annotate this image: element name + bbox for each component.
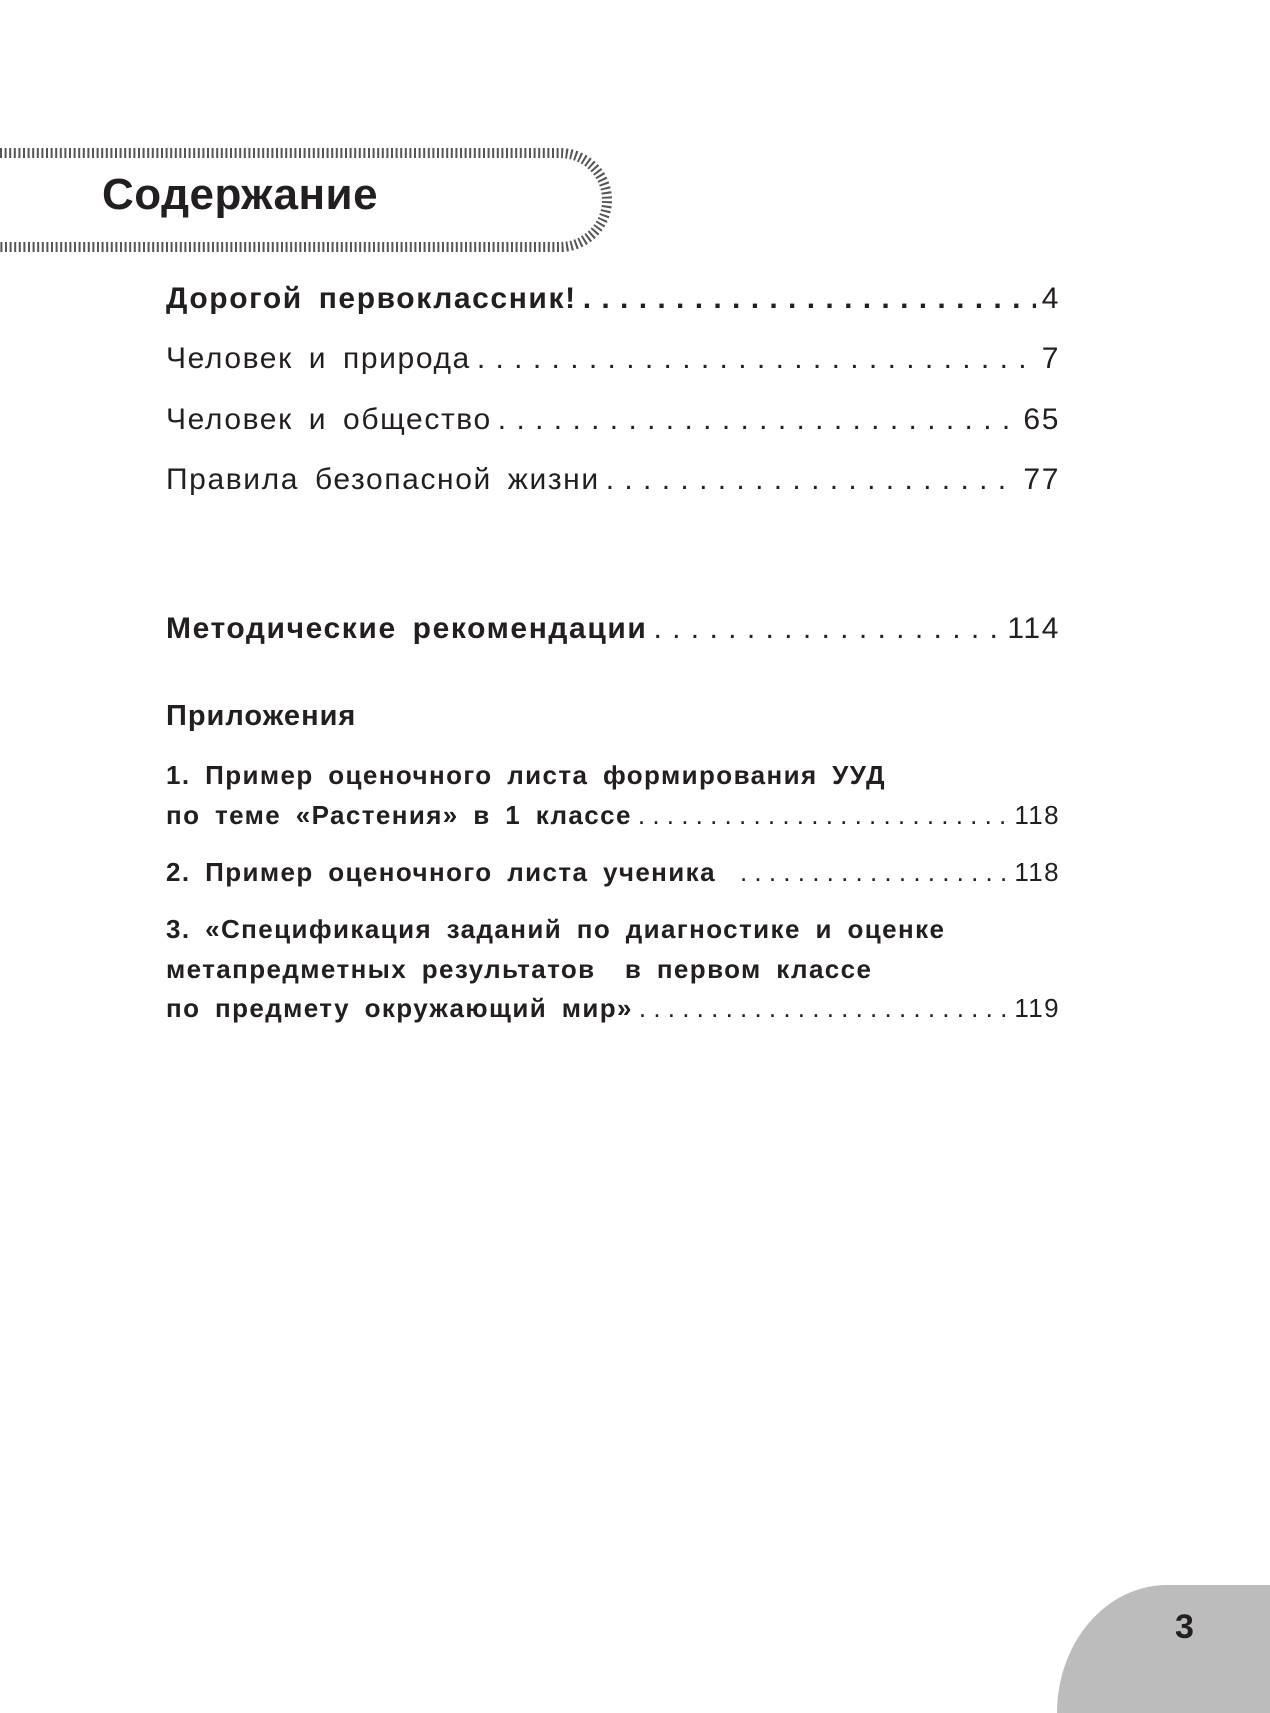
toc-entry[interactable]	[166, 463, 1060, 497]
toc-entry-page: 77	[1023, 463, 1060, 496]
toc-entry-page: 114	[1007, 612, 1060, 645]
appendix-item-page: 118	[1014, 857, 1060, 887]
appendix-item[interactable]	[166, 993, 1060, 1024]
dot-leader	[740, 857, 1008, 888]
dot-leader	[606, 463, 1018, 497]
toc-entry-page: 7	[1041, 342, 1060, 375]
dot-leader	[498, 403, 1018, 437]
toc-entry[interactable]	[166, 342, 1060, 376]
dot-leader	[638, 800, 1008, 831]
appendix-item-label: 2. Пример оценочного листа ученика	[166, 857, 716, 887]
toc-entry-label: Правила безопасной жизни	[166, 463, 600, 496]
dot-leader	[583, 282, 1036, 316]
page-number: 3	[1175, 1608, 1194, 1646]
toc-entry-label: Дорогой первоклассник!	[166, 282, 577, 315]
appendix-item-page: 119	[1014, 993, 1060, 1023]
toc-entry-label: Методические рекомендации	[166, 612, 648, 645]
toc-entry-page: 65	[1023, 403, 1060, 436]
dot-leader	[477, 342, 1036, 376]
toc-entry[interactable]	[166, 612, 1060, 646]
toc-entry[interactable]	[166, 282, 1060, 316]
toc-entry-page: 4	[1041, 282, 1060, 315]
appendix-item-line[interactable]: 1. Пример оценочного листа формирования УУД	[166, 760, 886, 790]
page-title: Содержание	[102, 170, 379, 219]
dot-leader	[653, 612, 1001, 646]
toc-entry-label: Человек и общество	[166, 403, 492, 436]
appendix-item[interactable]	[166, 800, 1060, 831]
toc-entry[interactable]	[166, 403, 1060, 437]
toc-entry-label: Человек и природа	[166, 342, 471, 375]
appendix-heading: Приложения	[166, 700, 357, 732]
appendix-item-label: по предмету окружающий мир»	[166, 993, 633, 1023]
dot-leader	[639, 993, 1008, 1024]
appendix-item-line[interactable]: метапредметных результатов в первом классе	[166, 954, 873, 984]
appendix-item-label: по теме «Растения» в 1 классе	[166, 800, 632, 830]
appendix-item-page: 118	[1014, 800, 1060, 830]
appendix-item-line[interactable]: 3. «Спецификация заданий по диагностике и оценке	[166, 914, 946, 944]
page-number-tab	[1057, 1585, 1270, 1713]
appendix-item[interactable]	[166, 857, 1060, 888]
